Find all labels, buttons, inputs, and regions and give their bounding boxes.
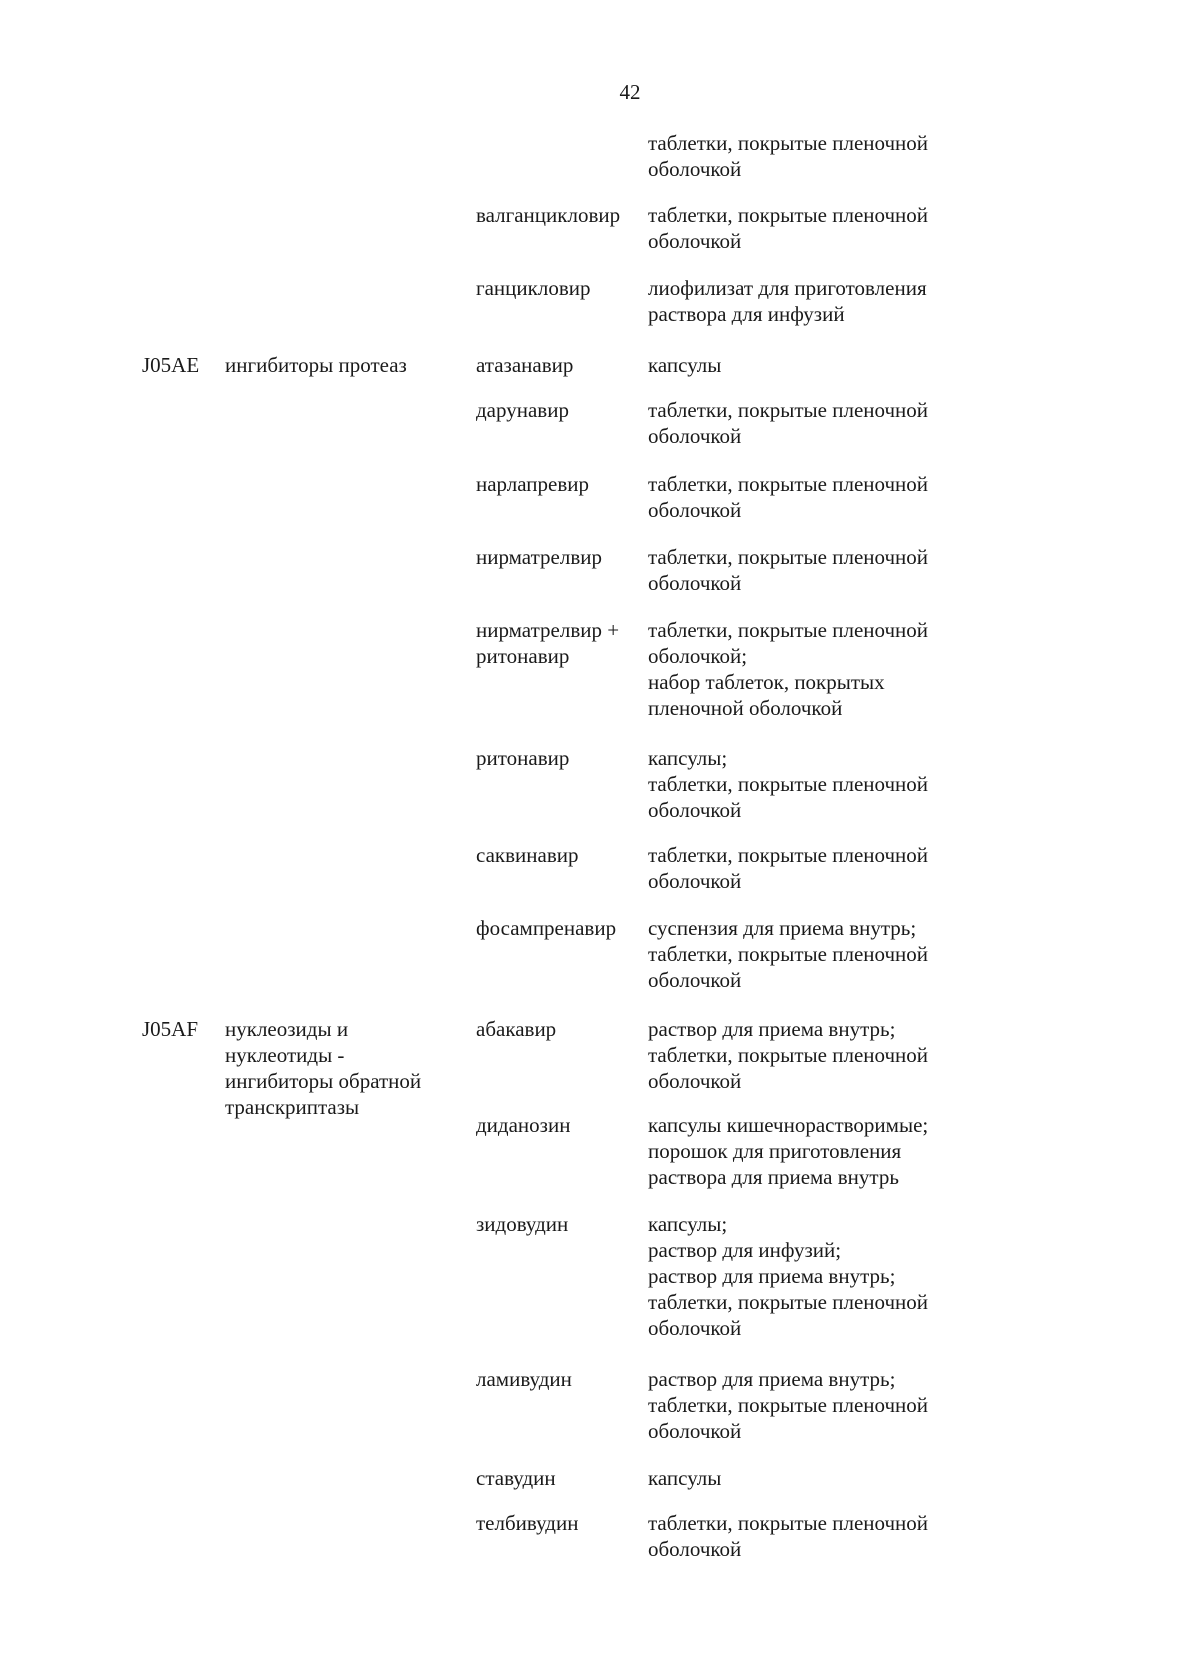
dosage-form-line: оболочкой (648, 424, 742, 448)
drug-name-cell (476, 1211, 641, 1237)
group-name-line: ингибиторы обратной (225, 1069, 422, 1093)
dosage-form-line: лиофилизат для приготовления (648, 276, 927, 300)
dosage-form-cell (648, 1510, 978, 1562)
dosage-form-line: капсулы (648, 353, 722, 377)
drug-name-cell (476, 1510, 641, 1536)
dosage-form-cell (648, 275, 978, 327)
dosage-form-cell (648, 130, 978, 182)
drug-name-line: валганцикловир (476, 203, 621, 227)
dosage-form-line: оболочкой (648, 229, 742, 253)
dosage-form-line: оболочкой (648, 571, 742, 595)
drug-name-cell (476, 352, 641, 378)
dosage-form-line: таблетки, покрытые пленочной (648, 1511, 929, 1535)
drug-name-line: нирматрелвир (476, 545, 602, 569)
atc-code-cell (142, 352, 217, 378)
dosage-form-line: таблетки, покрытые пленочной (648, 398, 929, 422)
dosage-form-cell (648, 1016, 978, 1094)
dosage-form-cell (648, 1211, 978, 1341)
drug-name-cell (476, 202, 641, 228)
atc-code-cell (142, 1016, 217, 1042)
group-name-line: ингибиторы протеаз (225, 353, 407, 377)
dosage-form-line: раствора для приема внутрь (648, 1165, 899, 1189)
drug-name-cell (476, 745, 641, 771)
dosage-form-line: оболочкой (648, 1069, 742, 1093)
dosage-form-cell (648, 1465, 978, 1491)
group-name-line: нуклеозиды и (225, 1017, 349, 1041)
dosage-form-line: оболочкой (648, 157, 742, 181)
dosage-form-line: раствор для приема внутрь; (648, 1367, 896, 1391)
group-name-cell (225, 1016, 455, 1120)
drug-name-cell (476, 617, 641, 669)
dosage-form-line: оболочкой (648, 1537, 742, 1561)
dosage-form-line: таблетки, покрытые пленочной (648, 1393, 929, 1417)
dosage-form-cell (648, 745, 978, 823)
dosage-form-line: оболочкой (648, 498, 742, 522)
drug-name-line: ритонавир (476, 746, 570, 770)
drug-name-cell (476, 544, 641, 570)
dosage-form-line: таблетки, покрытые пленочной (648, 1043, 929, 1067)
dosage-form-line: раствор для приема внутрь; (648, 1264, 896, 1288)
drug-name-cell (476, 275, 641, 301)
group-name-cell (225, 352, 455, 378)
drug-name-line: диданозин (476, 1113, 571, 1137)
drug-name-cell (476, 1016, 641, 1042)
dosage-form-cell (648, 544, 978, 596)
dosage-form-line: таблетки, покрытые пленочной (648, 131, 929, 155)
dosage-form-line: таблетки, покрытые пленочной (648, 1290, 929, 1314)
dosage-form-cell (648, 617, 978, 721)
dosage-form-cell (648, 1366, 978, 1444)
dosage-form-line: таблетки, покрытые пленочной (648, 942, 929, 966)
drug-name-line: нарлапревир (476, 472, 590, 496)
drug-name-line: нирматрелвир + (476, 618, 620, 642)
drug-name-line: абакавир (476, 1017, 557, 1041)
dosage-form-line: оболочкой (648, 869, 742, 893)
dosage-form-line: раствора для инфузий (648, 302, 845, 326)
dosage-form-cell (648, 352, 978, 378)
atc-code: J05AE (142, 353, 200, 377)
drug-name-cell (476, 842, 641, 868)
dosage-form-line: таблетки, покрытые пленочной (648, 203, 929, 227)
drug-name-line: дарунавир (476, 398, 569, 422)
dosage-form-line: оболочкой (648, 1316, 742, 1340)
dosage-form-line: таблетки, покрытые пленочной (648, 472, 929, 496)
group-name-line: транскриптазы (225, 1095, 360, 1119)
dosage-form-cell (648, 1112, 978, 1190)
dosage-form-line: оболочкой (648, 1419, 742, 1443)
dosage-form-line: капсулы (648, 1466, 722, 1490)
dosage-form-cell (648, 471, 978, 523)
drug-name-line: ставудин (476, 1466, 556, 1490)
dosage-form-cell (648, 202, 978, 254)
drug-name-line: ритонавир (476, 644, 570, 668)
dosage-form-line: таблетки, покрытые пленочной (648, 545, 929, 569)
drug-name-cell (476, 397, 641, 423)
drug-name-line: зидовудин (476, 1212, 569, 1236)
drug-name-line: фосампренавир (476, 916, 617, 940)
dosage-form-line: раствор для инфузий; (648, 1238, 842, 1262)
drug-name-line: атазанавир (476, 353, 574, 377)
drug-name-line: ламивудин (476, 1367, 572, 1391)
page-number: 42 (619, 80, 641, 104)
dosage-form-cell (648, 397, 978, 449)
dosage-form-line: таблетки, покрытые пленочной (648, 618, 929, 642)
drug-name-cell (476, 915, 641, 941)
drug-name-cell (476, 1112, 641, 1138)
dosage-form-cell (648, 842, 978, 894)
group-name-line: нуклеотиды - (225, 1043, 345, 1067)
dosage-form-line: капсулы кишечнорастворимые; (648, 1113, 929, 1137)
dosage-form-line: таблетки, покрытые пленочной (648, 772, 929, 796)
dosage-form-line: таблетки, покрытые пленочной (648, 843, 929, 867)
dosage-form-line: оболочкой (648, 968, 742, 992)
dosage-form-cell (648, 915, 978, 993)
drug-name-cell (476, 1366, 641, 1392)
dosage-form-line: капсулы; (648, 1212, 728, 1236)
drug-name-cell (476, 471, 641, 497)
drug-name-line: телбивудин (476, 1511, 579, 1535)
dosage-form-line: пленочной оболочкой (648, 696, 843, 720)
dosage-form-line: суспензия для приема внутрь; (648, 916, 917, 940)
dosage-form-line: оболочкой; (648, 644, 748, 668)
dosage-form-line: раствор для приема внутрь; (648, 1017, 896, 1041)
dosage-form-line: оболочкой (648, 798, 742, 822)
dosage-form-line: капсулы; (648, 746, 728, 770)
dosage-form-line: порошок для приготовления (648, 1139, 902, 1163)
drug-name-cell (476, 1465, 641, 1491)
atc-code: J05AF (142, 1017, 199, 1041)
drug-name-line: ганцикловир (476, 276, 591, 300)
drug-name-line: саквинавир (476, 843, 579, 867)
dosage-form-line: набор таблеток, покрытых (648, 670, 885, 694)
